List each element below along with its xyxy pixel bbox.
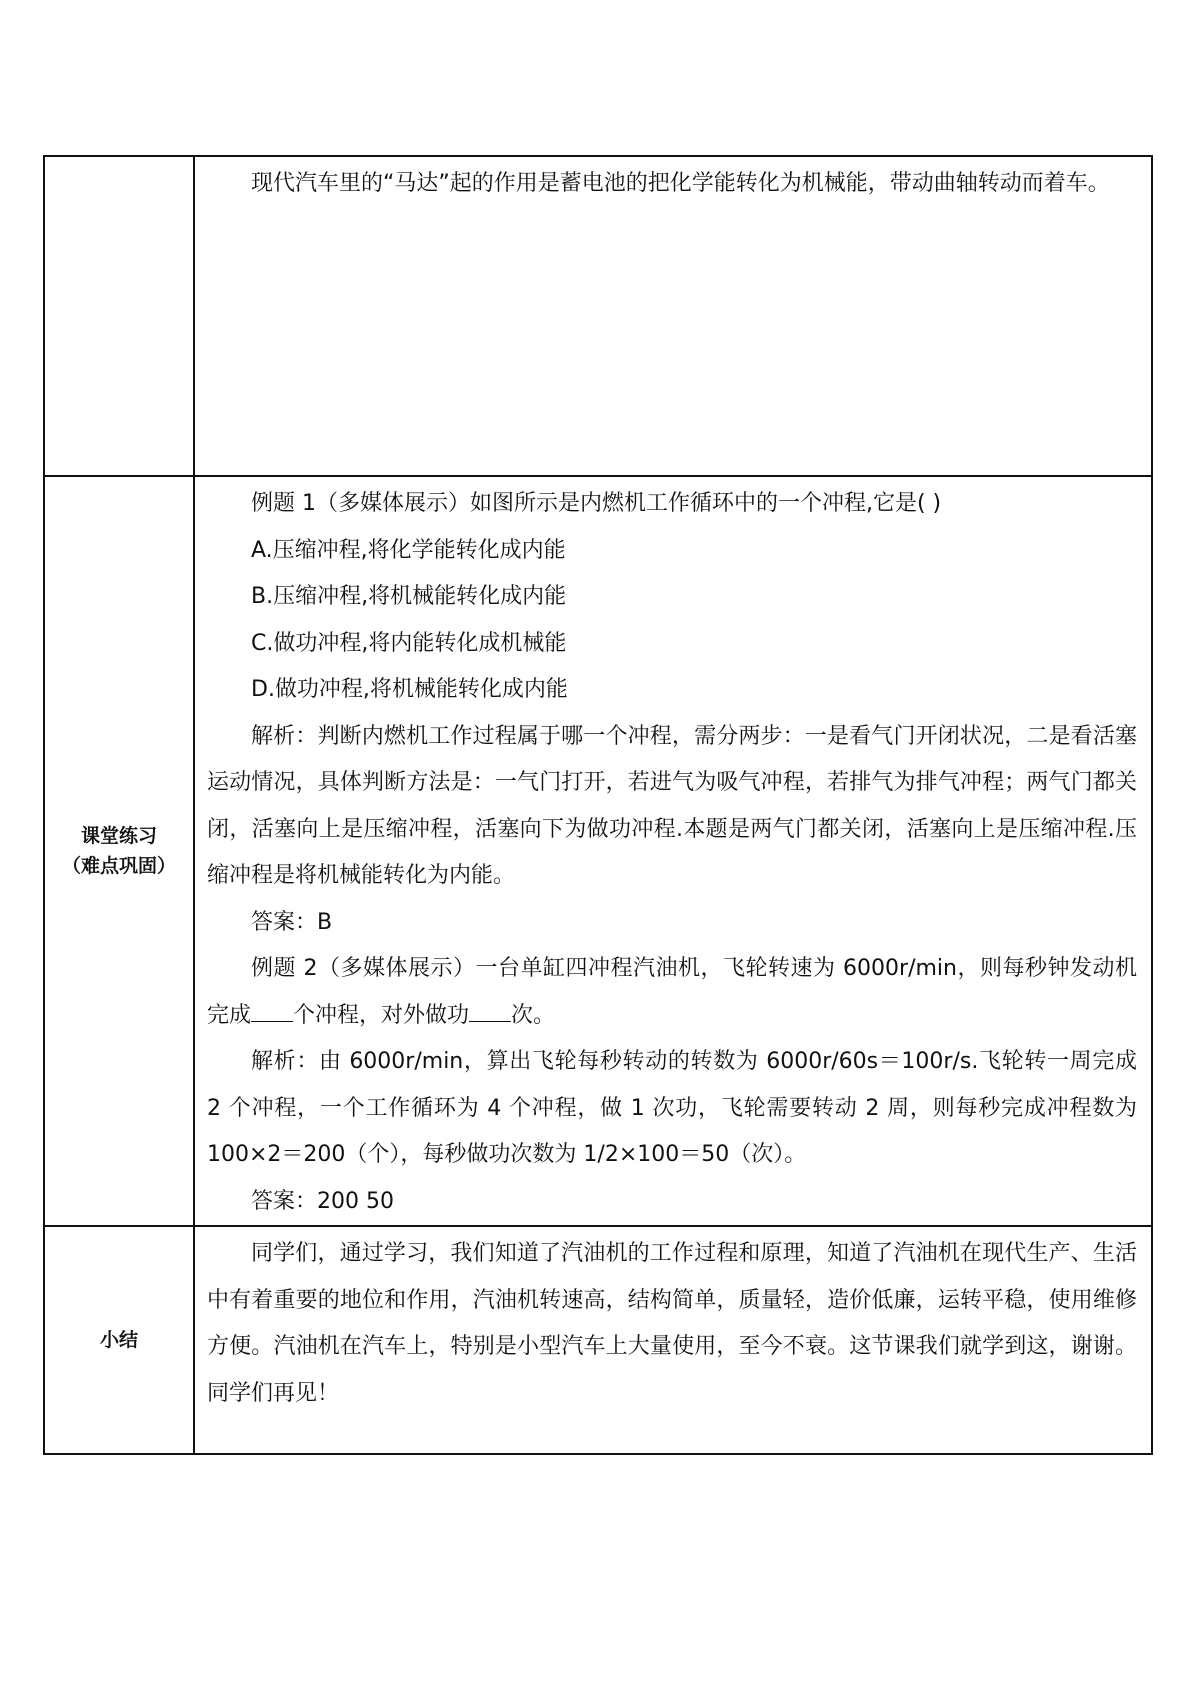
table-row-practice: [44, 476, 1152, 1226]
example1-option-c: C.做功冲程,将内能转化成机械能: [251, 630, 567, 656]
table-row-summary: [44, 1226, 1152, 1454]
intro-paragraph: 现代汽车里的“马达”起的作用是蓄电池的把化学能转化为机械能，带动曲轴转动而着车。: [251, 171, 1110, 196]
example1-answer: 答案：B: [251, 909, 333, 935]
row-label-practice: [44, 476, 194, 1226]
row-content-summary: [194, 1226, 1152, 1454]
fill-blank-2: [469, 997, 511, 1022]
example1-option-b: B.压缩冲程,将机械能转化成内能: [251, 584, 567, 609]
example2-question-part1: 例题 2（多媒体展示）一台单缸四冲程汽油机，飞轮转速为 6000r/min，则每秒钟发动机完成: [207, 956, 1137, 1028]
example1-question: 例题 1（多媒体展示）如图所示是内燃机工作循环中的一个冲程,它是( ): [251, 491, 942, 516]
example2-question: [207, 946, 1137, 1039]
practice-label-line1: 课堂练习: [80, 825, 157, 847]
row-label-summary: 小结: [44, 1226, 194, 1454]
example2-question-part3: 次。: [511, 1002, 556, 1028]
row-content-intro: [194, 156, 1152, 476]
example1-option-a: A.压缩冲程,将化学能转化成内能: [251, 537, 566, 563]
example2-question-part2: 个冲程，对外做功: [293, 1002, 470, 1028]
fill-blank-1: [251, 997, 293, 1022]
table-row-intro: [44, 156, 1152, 476]
lesson-table: [43, 155, 1153, 1455]
summary-paragraph: 同学们，通过学习，我们知道了汽油机的工作过程和原理，知道了汽油机在现代生产、生活中有着重要的地位和作用，汽油机转速高，结构简单，质量轻，造价低廉，运转平稳，使用维修方便。汽油机在汽车上，特别是小型汽车上大量使用，至今不衰。这节课我们就学到这，谢谢。同学们再见！: [207, 1241, 1137, 1406]
practice-label-line2: （难点巩固）: [61, 855, 176, 877]
row-label-intro: [44, 156, 194, 476]
row-content-practice: [194, 476, 1152, 1226]
example1-analysis: 解析：判断内燃机工作过程属于哪一个冲程，需分两步：一是看气门开闭状况，二是看活塞运动情况，具体判断方法是：一气门打开，若进气为吸气冲程，若排气为排气冲程；两气门都关闭，活塞向上是压缩冲程，活塞向下为做功冲程.本题是两气门都关闭，活塞向上是压缩冲程.压缩冲程是将机械能转化为内能。: [207, 723, 1137, 888]
example2-analysis: 解析：由 6000r/min，算出飞轮每秒转动的转数为 6000r/60s＝100r/s.飞轮转一周完成 2 个冲程，一个工作循环为 4 个冲程，做 1 次功，飞轮需要转动 2 周，则每秒完成冲程数为 100×2＝200（个），每秒做功次数为 1/2×100＝50（次）。: [207, 1049, 1137, 1167]
example1-option-d: D.做功冲程,将机械能转化成内能: [251, 677, 568, 702]
example2-answer: 答案：200 50: [251, 1188, 394, 1214]
